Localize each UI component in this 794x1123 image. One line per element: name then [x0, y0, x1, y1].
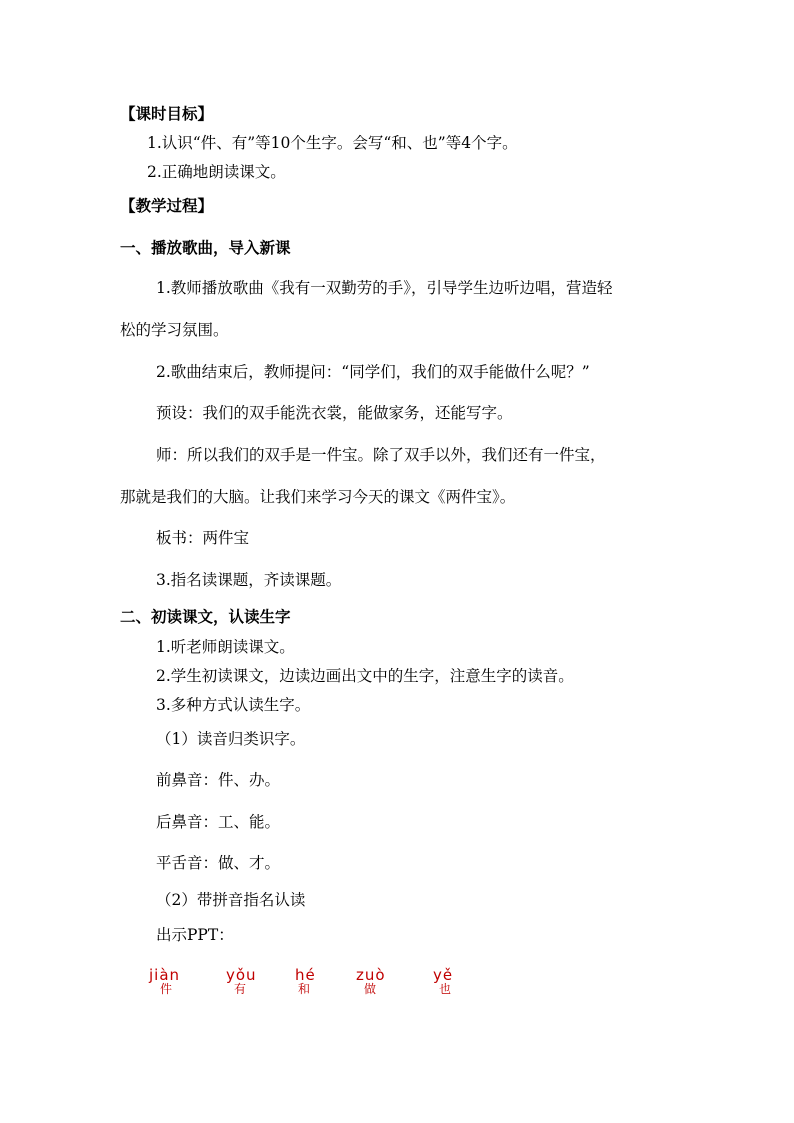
section-2-sub-2: （2）带拼音指名认读: [156, 891, 306, 909]
section-1-para-1a: 1.教师播放歌曲《我有一双勤劳的手》，引导学生边听边唱，营造轻: [156, 279, 613, 297]
pinyin-label: yě: [433, 966, 454, 984]
hanzi-char: 和: [298, 982, 311, 996]
goal-heading: 【课时目标】: [120, 105, 214, 123]
front-nasal-line: 前鼻音：件、办。: [156, 771, 281, 789]
section-1-para-1b: 松的学习氛围。: [120, 321, 229, 339]
section-1-board: 板书：两件宝: [156, 529, 250, 547]
section-2-para-1: 1.听老师朗读课文。: [156, 638, 295, 656]
hanzi-char: 有: [234, 982, 247, 996]
back-nasal-line: 后鼻音：工、能。: [156, 813, 281, 831]
process-heading: 【教学过程】: [120, 197, 214, 215]
flat-tongue-line: 平舌音：做、才。: [156, 854, 281, 872]
hanzi-char: 也: [439, 982, 452, 996]
pinyin-label: hé: [295, 966, 316, 984]
section-2-para-3: 3.多种方式认读生字。: [156, 696, 311, 714]
hanzi-char: 做: [364, 982, 377, 996]
section-1-teacher-b: 那就是我们的大脑。让我们来学习今天的课文《两件宝》。: [120, 488, 516, 506]
section-1-title: 一、播放歌曲，导入新课: [120, 239, 291, 257]
section-1-preset: 预设：我们的双手能洗衣裳，能做家务，还能写字。: [156, 404, 513, 422]
section-1-para-2: 2.歌曲结束后，教师提问：“同学们，我们的双手能做什么呢？”: [156, 363, 590, 381]
section-2-para-2: 2.学生初读课文，边读边画出文中的生字，注意生字的读音。: [156, 667, 574, 685]
pinyin-label: zuò: [356, 966, 386, 984]
hanzi-char: 件: [160, 982, 173, 996]
pinyin-label: yǒu: [226, 966, 257, 984]
goal-item-2: 2.正确地朗读课文。: [147, 163, 286, 181]
section-1-teacher-a: 师：所以我们的双手是一件宝。除了双手以外，我们还有一件宝，: [156, 446, 606, 464]
pinyin-label: jiàn: [149, 966, 181, 984]
goal-item-1: 1.认识“件、有”等10个生字。会写“和、也”等4个字。: [147, 134, 518, 152]
section-1-para-3: 3.指名读课题，齐读课题。: [156, 571, 342, 589]
section-2-sub-1: （1）读音归类识字。: [156, 730, 306, 748]
ppt-label: 出示PPT：: [156, 926, 234, 944]
section-2-title: 二、初读课文，认读生字: [120, 608, 291, 626]
